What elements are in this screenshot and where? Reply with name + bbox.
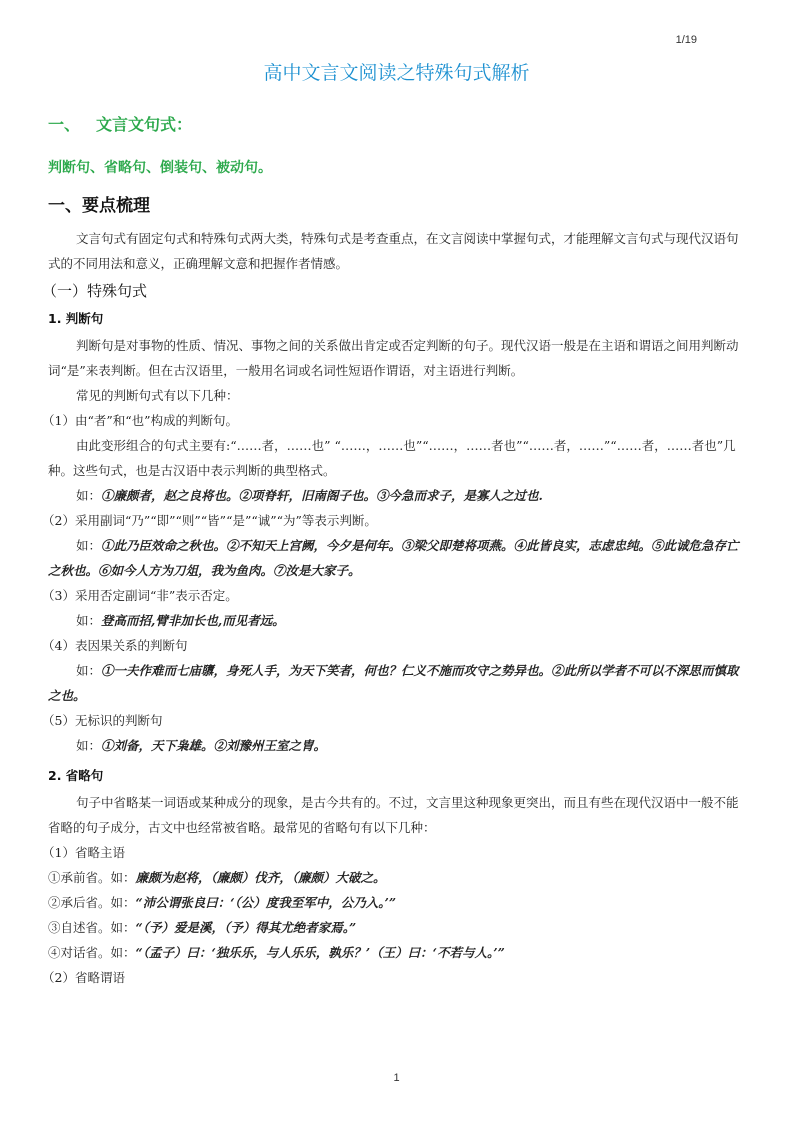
example-text: ①一夫作难而七庙隳，身死人手，为天下笑者，何也？仁义不施而攻守之势异也。②此所以学者不可以不深思而慎取之也。 [48, 663, 739, 703]
item-label: ④对话省。如： [48, 945, 136, 960]
judgment-type-1-desc: 由此变形组合的句式主要有:“……者，……也” “……，……也”“……，……者也”“……者，……”“……者，……者也”几种。这些句式，也是古汉语中表示判断的典型格式。 [48, 438, 736, 478]
example-text: ①刘备，天下枭雄。②刘豫州王室之胄。 [101, 738, 327, 753]
heading-judgment-sentences: 1. 判断句 [48, 311, 104, 326]
example-label: 如： [76, 538, 102, 553]
omission-predicate-heading: （2）省略谓语 [42, 970, 125, 985]
section-heading-sentence-types [48, 112, 748, 135]
omission-item-4 [48, 940, 748, 965]
document-title: 高中文言文阅读之特殊句式解析 [263, 62, 530, 84]
heading-key-points: 一、要点梳理 [48, 196, 150, 216]
judgment-definition: 判断句是对事物的性质、情况、事物之间的关系做出肯定或否定判断的句子。现代汉语一般是在主语和谓语之间用判断动词“是”来表判断。但在古汉语里，一般用名词或名词性短语作谓语，对主语进行判断。 [48, 338, 739, 378]
sentence-type-list: 判断句、省略句、倒装句、被动句。 [48, 160, 272, 176]
omission-subject-heading: （1）省略主语 [42, 845, 125, 860]
judgment-type-5: （5）无标识的判断句 [42, 713, 163, 728]
page-number: 1 [393, 1072, 400, 1084]
example-label: 如： [76, 613, 102, 628]
item-example: “沛公谓张良曰：‘（公）度我至军中，公乃入。’” [135, 895, 397, 910]
judgment-type-5-examples [48, 733, 748, 758]
section-number: 一、 [48, 115, 81, 134]
heading-omission-sentences: 2. 省略句 [48, 768, 104, 783]
judgment-type-4-examples [48, 658, 748, 708]
item-example: 廉颇为赵将，（廉颇）伐齐，（廉颇）大破之。 [135, 870, 386, 885]
heading-special-sentences: （一）特殊句式 [42, 282, 148, 300]
judgment-type-2: （2）采用副词“乃”“即”“则”“皆”“是”“诚”“为”等表示判断。 [42, 513, 377, 528]
omission-definition: 句子中省略某一词语或某种成分的现象，是古今共有的。不过，文言里这种现象更突出，而且有些在现代汉语中一般不能省略的句子成分，古文中也经常被省略。最常见的省略句有以下几种： [48, 795, 739, 835]
judgment-type-1: （1）由“者”和“也”构成的判断句。 [42, 413, 239, 428]
document-body [42, 112, 748, 990]
example-text: 登高而招,臂非加长也,而见者远。 [101, 613, 285, 628]
judgment-type-2-examples [48, 533, 748, 583]
example-label: 如： [76, 738, 102, 753]
judgment-type-3-examples [48, 608, 748, 633]
item-label: ③自述省。如： [48, 920, 136, 935]
item-example: “（予）爱是溪，（予）得其尤绝者家焉。” [135, 920, 357, 935]
section-label: 文言文句式： [96, 115, 193, 134]
omission-item-1 [48, 865, 748, 890]
example-text: ①廉颇者，赵之良将也。②项脊轩，旧南阁子也。③今急而求子，是寡人之过也. [101, 488, 543, 503]
page-counter: 1/19 [675, 34, 697, 46]
example-label: 如： [76, 488, 102, 503]
intro-paragraph: 文言句式有固定句式和特殊句式两大类，特殊句式是考查重点，在文言阅读中掌握句式，才能理解文言句式与现代汉语句式的不同用法和意义，正确理解文意和把握作者情感。 [48, 231, 739, 271]
judgment-types-intro: 常见的判断句式有以下几种： [76, 388, 239, 403]
omission-item-3 [48, 915, 748, 940]
omission-item-2 [48, 890, 748, 915]
item-example: “（孟子）曰：‘独乐乐，与人乐乐，孰乐？’（王）曰：‘不若与人。’” [135, 945, 505, 960]
judgment-type-4: （4）表因果关系的判断句 [42, 638, 188, 653]
item-label: ②承后省。如： [48, 895, 136, 910]
example-label: 如： [76, 663, 102, 678]
judgment-type-1-examples [48, 483, 748, 508]
item-label: ①承前省。如： [48, 870, 136, 885]
judgment-type-3: （3）采用否定副词“非”表示否定。 [42, 588, 238, 603]
example-text: ①此乃臣效命之秋也。②不知天上宫阙，今夕是何年。③梁父即楚将项燕。④此皆良实，志虑忠纯。⑤此诚危急存亡之秋也。⑥如今人方为刀俎，我为鱼肉。⑦汝是大家子。 [48, 538, 739, 578]
